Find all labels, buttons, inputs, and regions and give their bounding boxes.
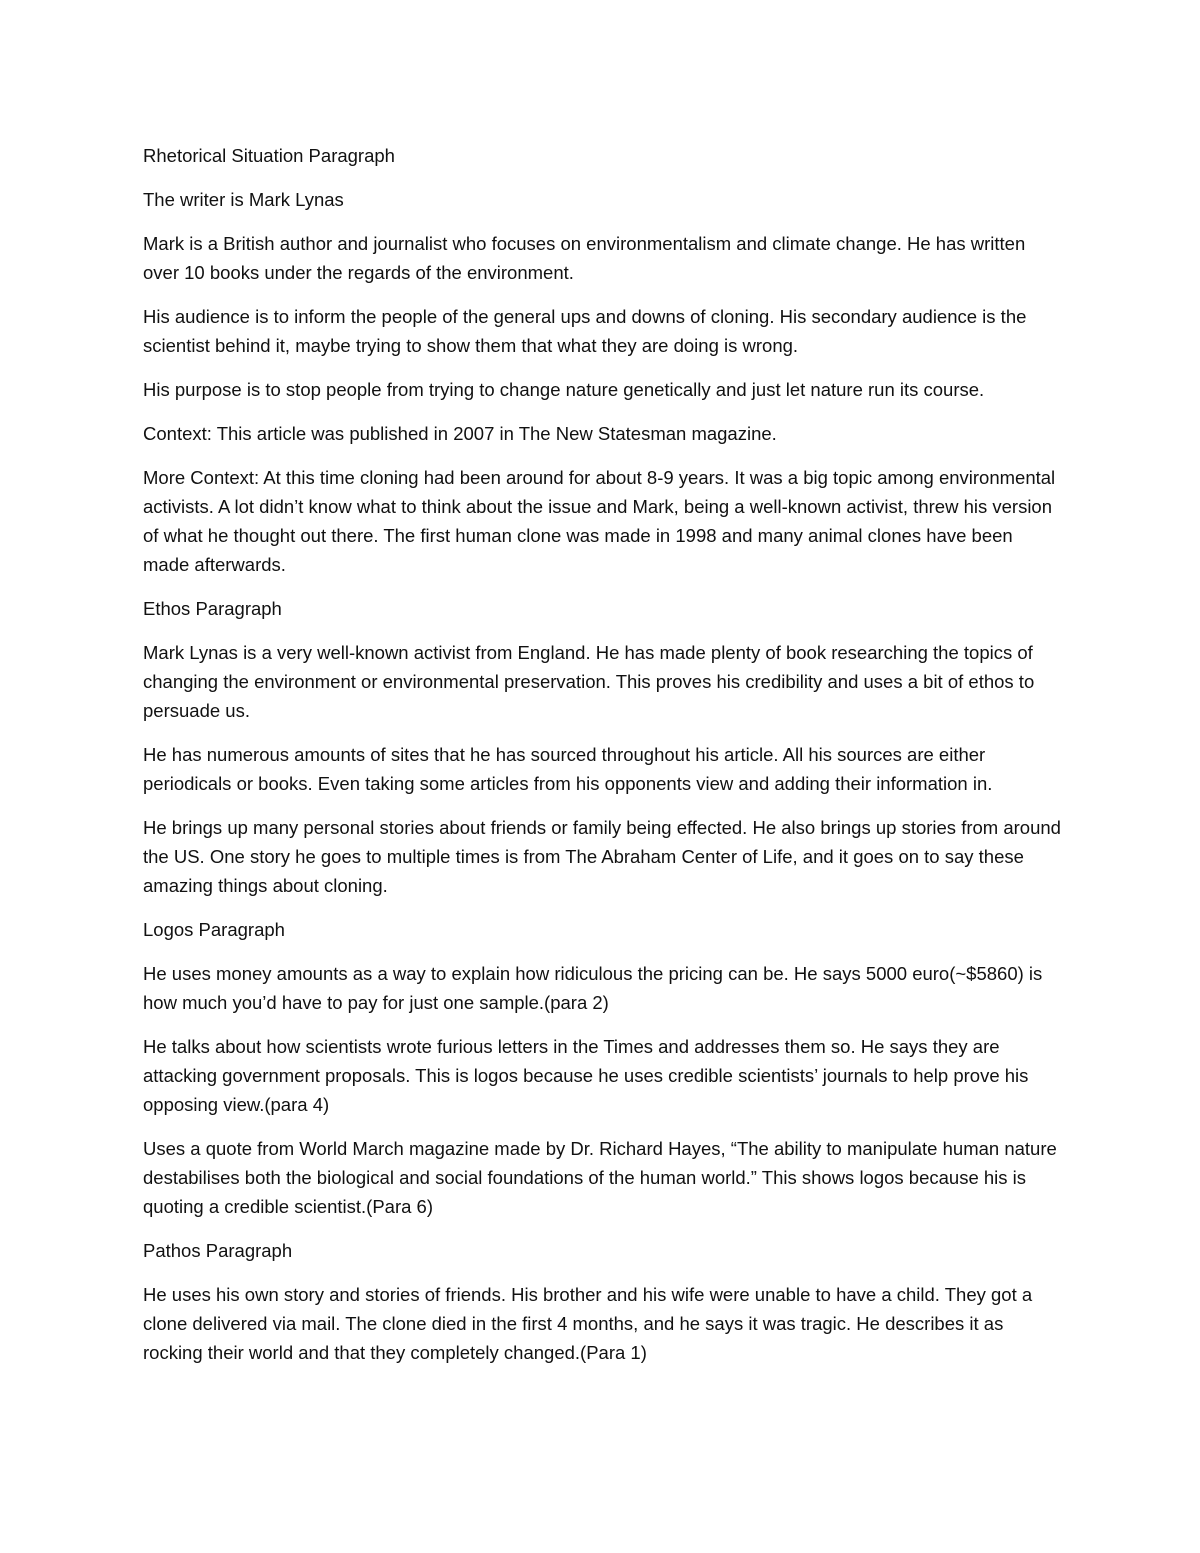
pathos-paragraph-1: He uses his own story and stories of friends. His brother and his wife were unable to have a child. They got a clone delivered via mail. The clone died in the first 4 months, and he says it was tragic. He describes it as rocking their world and that they completely changed.(Para 1) [143, 1284, 1033, 1363]
writer-line: The writer is Mark Lynas [143, 189, 344, 210]
logos-paragraph-1: He uses money amounts as a way to explain how ridiculous the pricing can be. He says 5000 euro(~$5860) is how much you’d have to pay for just one sample.(para 2) [143, 963, 1043, 1013]
heading-ethos: Ethos Paragraph [143, 598, 282, 619]
ethos-paragraph-3: He brings up many personal stories about friends or family being effected. He also brings up stories from around the US. One story he goes to multiple times is from The Abraham Center of Life, and it goes on to say these amazing things about cloning. [143, 817, 1061, 896]
document-body [143, 141, 1063, 1382]
heading-pathos: Pathos Paragraph [143, 1240, 293, 1261]
ethos-paragraph-1: Mark Lynas is a very well-known activist from England. He has made plenty of book researching the topics of changing the environment or environmental preservation. This proves his credibility and uses a bit of ethos to persuade us. [143, 642, 1035, 721]
heading-logos: Logos Paragraph [143, 919, 285, 940]
logos-paragraph-3: Uses a quote from World March magazine made by Dr. Richard Hayes, “The ability to manipulate human nature destabilises both the biological and social foundations of the human world.” This shows logos because his is quoting a credible scientist.(Para 6) [143, 1138, 1057, 1217]
author-background-paragraph: Mark is a British author and journalist who focuses on environmentalism and climate change. He has written over 10 books under the regards of the environment. [143, 233, 1026, 283]
audience-paragraph: His audience is to inform the people of the general ups and downs of cloning. His secondary audience is the scientist behind it, maybe trying to show them that what they are doing is wrong. [143, 306, 1027, 356]
heading-rhetorical-situation: Rhetorical Situation Paragraph [143, 145, 395, 166]
ethos-paragraph-2: He has numerous amounts of sites that he has sourced throughout his article. All his sources are either periodicals or books. Even taking some articles from his opponents view and adding their information in. [143, 744, 993, 794]
purpose-paragraph: His purpose is to stop people from trying to change nature genetically and just let nature run its course. [143, 379, 985, 400]
logos-paragraph-2: He talks about how scientists wrote furious letters in the Times and addresses them so. He says they are attacking government proposals. This is logos because he uses credible scientists’ journals to help prove his opposing view.(para 4) [143, 1036, 1029, 1115]
context-paragraph: Context: This article was published in 2007 in The New Statesman magazine. [143, 423, 777, 444]
more-context-paragraph: More Context: At this time cloning had been around for about 8-9 years. It was a big topic among environmental activists. A lot didn’t know what to think about the issue and Mark, being a well-known activist, threw his version of what he thought out there. The first human clone was made in 1998 and many animal clones have been made afterwards. [143, 467, 1056, 575]
